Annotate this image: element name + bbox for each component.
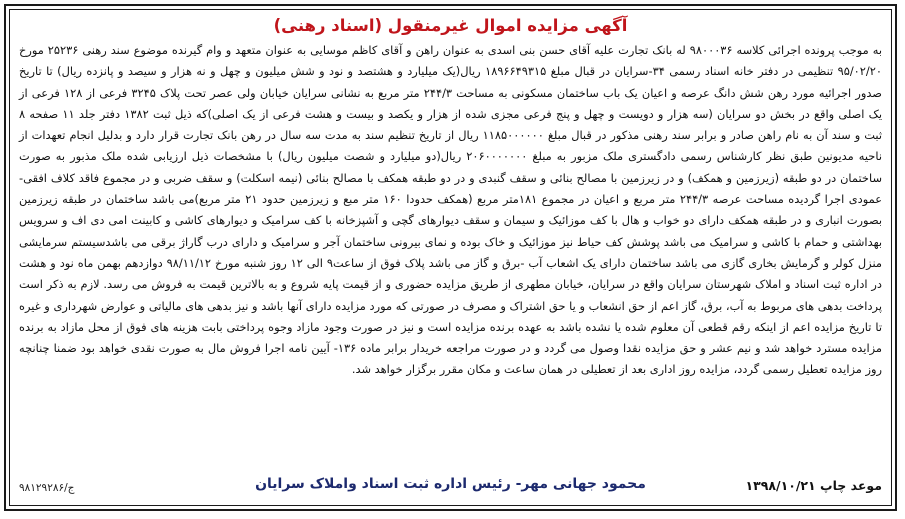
notice-footer bbox=[19, 474, 882, 500]
reference-code: ج/۹۸۱۲۹۲۸۶ bbox=[19, 482, 75, 494]
notice-outer-border bbox=[4, 4, 897, 511]
notice-body: به موجب پرونده اجرائی کلاسه ۹۸۰۰۰۳۶ له بانک تجارت علیه آقای حسن بنی اسدی به عنوان راهن و آقای کاظم موسایی به عنوان متعهد و وام گیرنده موضوع سند رهنی ۲۵۲۳۶ مورخ ۹۵/۰۲/۲۰ تنظیمی در دفتر خانه اسناد رسمی ۳۴-سرایان در قبال مبلغ ۱۸۹۶۶۴۹۳۱۵ ریال(یک میلیارد و هشتصد و نود و شش میلیون و چهل و نه هزار و سیصد و پانزده ریال) تا تاریخ صدور اجرائیه مورد رهن شش دانگ عرصه و اعیان یک باب ساختمان مسکونی به مساحت ۲۴۴/۳ متر مربع به نشانی سرایان خیابان ولی عصر تحت پلاک ۳۲۴۵ فرعی از ۱۲۸ فرعی از یک اصلی واقع در بخش دو سرایان (سه هزار و دویست و چهل و پنج فرعی مجزی شده از هزار و یکصد و بیست و هشت فرعی از یک اصلی)که ذیل ثبت ۱۳۸۲ دفتر جلد ۱۱ صفحه ۸ ثبت و سند آن به نام راهن صادر و برابر سند رهنی مذکور در قبال مبلغ ۱۱۸۵۰۰۰۰۰۰ ریال از تاریخ تنظیم سند به مدت سه سال در رهن بانک تجارت قرار دارد و بدلیل انجام تعهدات از ناحیه مدیونین طبق نظر کارشناس رسمی دادگستری ملک مزبور به مبلغ ۲۰۶۰۰۰۰۰۰۰ ریال(دو میلیارد و شصت میلیون ریال) با مشخصات ذیل ارزیابی شده ملک مذبور به صورت ساختمان در دو طبقه (زیرزمین و همکف) و در زیرزمین با مصالح بنائی و سقف گنبدی و در دو طبقه همکف با مصالح بنائی (نیمه اسکلت) و سقف ضربی و در مجموع فاقد کلاف افقی-عمودی اجرا گردیده مساحت عرصه ۲۴۴/۳ متر مربع و اعیان در مجموع ۱۸۱متر مربع (همکف حدودا ۱۶۰ متر مبع و زیرزمین حدود ۲۱ متر مربع)می باشد ساختمان در طبقه زیرزمین بصورت انباری و در طبقه همکف دارای دو خواب و هال با کف موزائیک و سیمان و سقف دیوارهای گچی و آشپزخانه با کف سرامیک و دیوارهای کاشی و کابینت امی دی اف و سرویس بهداشتی و حمام با کاشی و سرامیک می باشد پوشش کف حیاط نیز موزائیک و خاک بوده و نمای بیرونی ساختمان آجر و سرامیک و دارای درب گاراژ برقی می باشدسیستم سرمایشی منزل کولر و گرمایش بخاری گازی می باشد ساختمان دارای یک اشعاب آب -برق و گاز می باشد پلاک فوق از ساعت۹ الی ۱۲ روز شنبه مورخ ۹۸/۱۱/۱۲ دوازدهم بهمن ماه نود و هشت در اداره ثبت اسناد و املاک شهرستان سرایان واقع در سرایان، خیابان مطهری از طریق مزایده حضوری و از قیمت پایه شروع و به بالاترین قیمت به فروش می رسد. لازم به ذکر است پرداخت بدهی های مربوط به آب، برق، گاز اعم از حق انشعاب و یا حق اشتراک و مصرف در صورتی که مورد مزایده دارای آنها باشد و نیز بدهی های مالیاتی و عوارض شهرداری و غیره تا تاریخ مزایده اعم از اینکه رقم قطعی آن معلوم شده یا نشده باشد به عهده برنده مزایده است و نیز در صورت وجود مازاد وجوه پرداختی بابت هزینه های فوق از محل مازاد به برنده مزایده مسترد خواهد شد و نیم عشر و حق مزایده نقدا وصول می گردد و در صورت مراجعه خریدار برابر ماده ۱۳۶- آیین نامه اجرا فروش مال به صورت نقدی خواهد بود ضمنا چنانچه روز مزایده تعطیل رسمی گردد، مزایده روز اداری بعد از تعطیلی در همان ساعت و مکان مقرر برگزار خواهد شد. bbox=[19, 43, 883, 377]
signature-line: محمود جهانی مهر- رئیس اداره ثبت اسناد واملاک سرایان bbox=[255, 476, 646, 492]
print-date: موعد چاپ ۱۳۹۸/۱۰/۲۱ bbox=[745, 478, 882, 493]
notice-title: آگهی مزایده اموال غیرمنقول (اسناد رهنی) bbox=[273, 16, 628, 35]
notice-panel bbox=[9, 9, 892, 506]
